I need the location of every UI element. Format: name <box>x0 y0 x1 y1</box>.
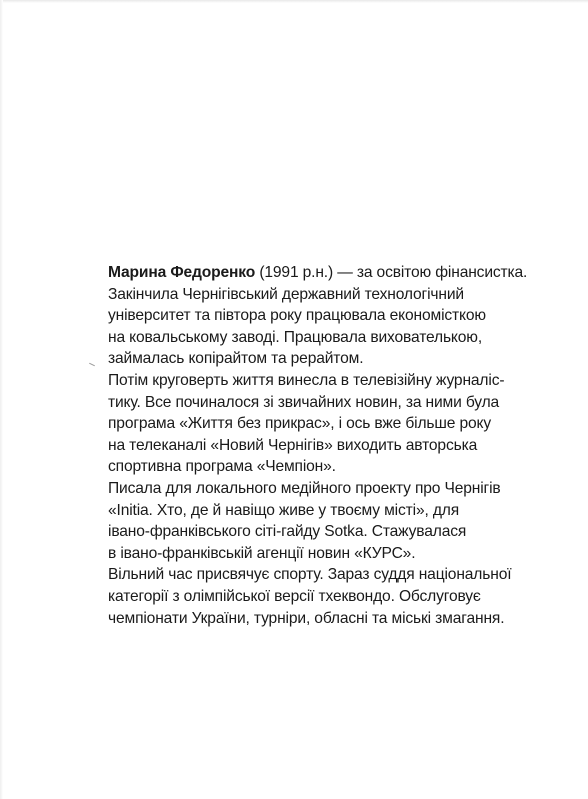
page-edge-shadow <box>0 0 588 3</box>
scan-speck <box>89 363 95 366</box>
bio-line-1 <box>108 262 528 284</box>
bio-line: програма «Життя без прикрас», і ось вже більше року <box>108 415 491 433</box>
bio-line: тику. Все починалося зі звичайних новин, за ними була <box>108 393 500 411</box>
bio-line: «Initia. Хто, де й навіщо живе у твоєму місті», для <box>108 501 460 519</box>
bio-line: спортивна програма «Чемпіон». <box>108 458 336 476</box>
bio-line: Закінчила Чернігівський державний технологічний <box>108 285 464 303</box>
bio-line: категорії з олімпійської версії тхеквондо. Обслуговує <box>108 587 481 605</box>
page-edge-shadow-left <box>0 0 3 799</box>
bio-author-name: Марина Федоренко <box>108 264 256 281</box>
bio-line: на ковальському заводі. Працювала вихователькою, <box>108 328 483 346</box>
bio-line: на телеканалі «Новий Чернігів» виходить авторська <box>108 436 478 454</box>
bio-line: Писала для локального медійного проекту про Чернігів <box>108 479 501 497</box>
bio-line: займалась копірайтом та рерайтом. <box>108 350 364 368</box>
bio-line: Потім круговерть життя винесла в телевізійну журналіс- <box>108 371 505 389</box>
biography-text <box>108 262 528 629</box>
bio-line: Вільний час присвячує спорту. Зараз суддя національної <box>108 566 512 584</box>
bio-line: івано-франківського сіті-гайду Sotka. Стажувалася <box>108 523 467 541</box>
bio-line: в івано-франківській агенції новин «КУРС». <box>108 544 416 562</box>
bio-line: університет та півтора року працювала економісткою <box>108 307 486 325</box>
bio-line-1-rest: (1991 р.н.) — за освітою фінансистка. <box>259 264 528 281</box>
bio-line: чемпіонати України, турніри, обласні та міські змагання. <box>108 609 505 627</box>
